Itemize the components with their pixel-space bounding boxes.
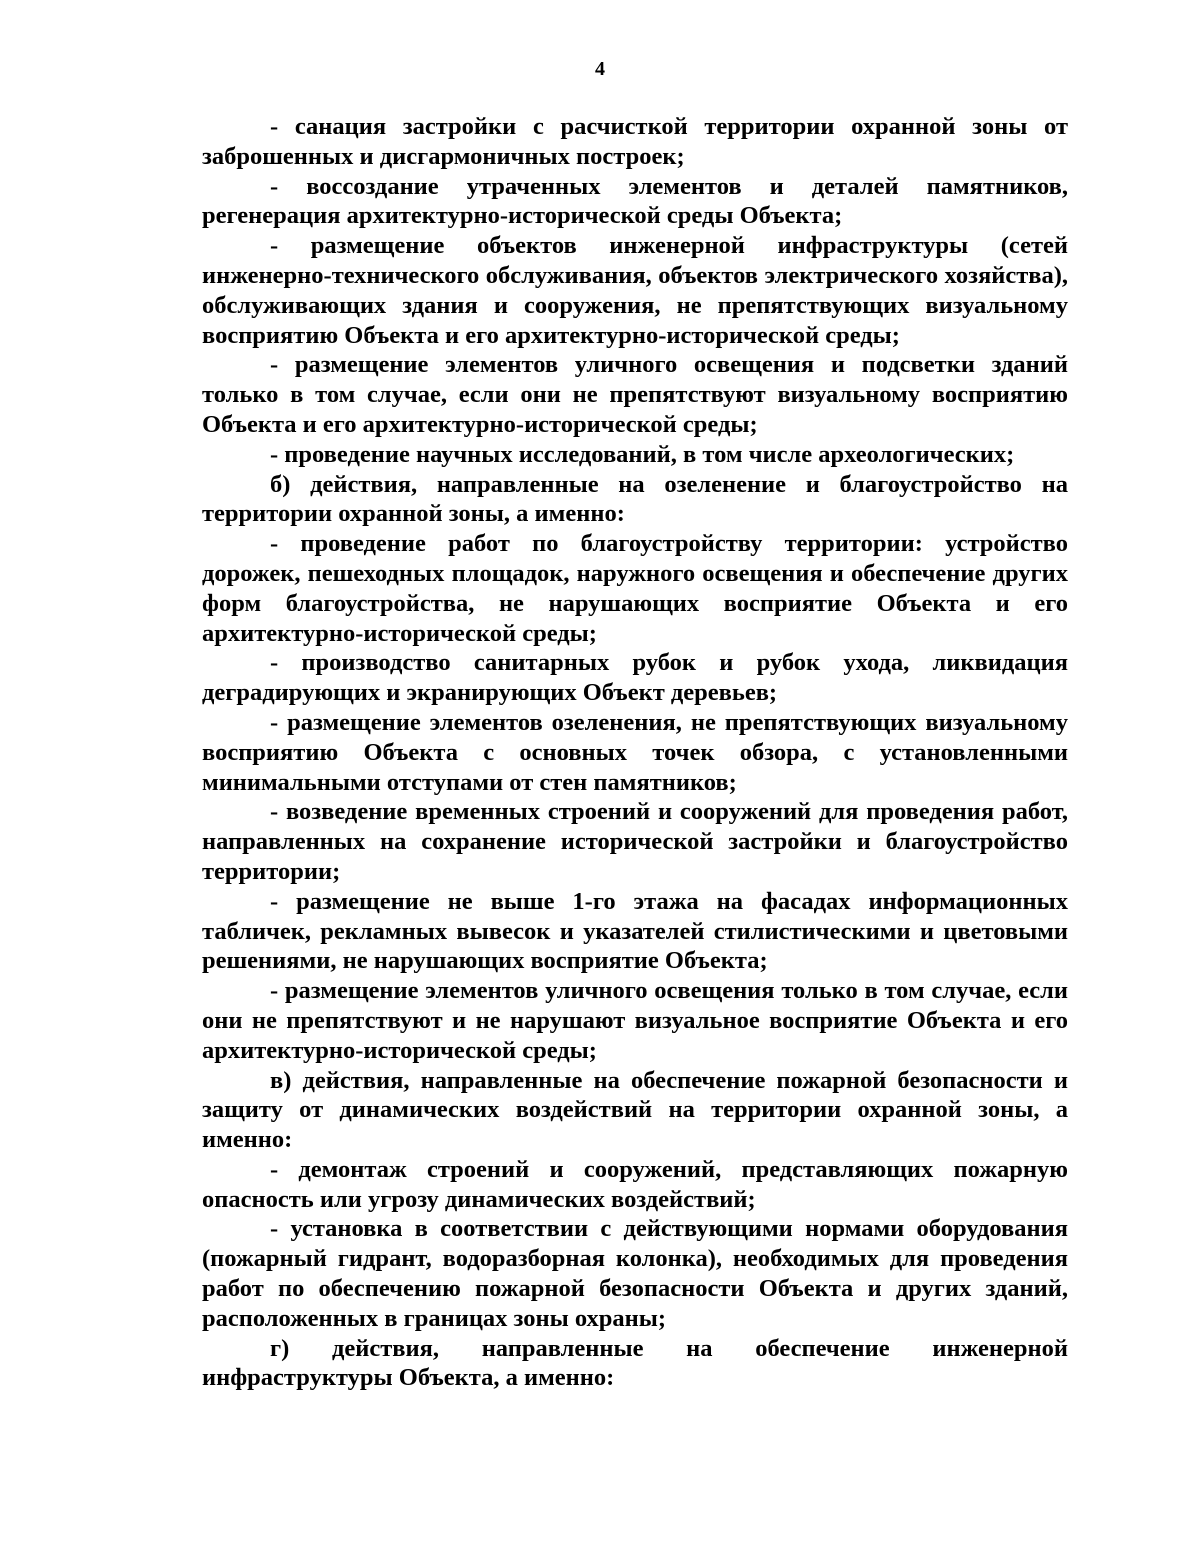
paragraph: - размещение не выше 1-го этажа на фасадах информационных табличек, рекламных вывесок и указателей стилистическими и цветовыми решениями, не нарушающих восприятие Объекта; <box>202 887 1068 975</box>
paragraph: г) действия, направленные на обеспечение инженерной инфраструктуры Объекта, а именно: <box>202 1334 1068 1392</box>
document-body <box>202 112 1068 1393</box>
paragraph: - проведение научных исследований, в том числе археологических; <box>270 440 1015 468</box>
paragraph: - воссоздание утраченных элементов и деталей памятников, регенерация архитектурно-исторической среды Объекта; <box>202 172 1068 230</box>
paragraph: - демонтаж строений и сооружений, представляющих пожарную опасность или угрозу динамических воздействий; <box>202 1155 1068 1213</box>
paragraph: - санация застройки с расчисткой территории охранной зоны от заброшенных и дисгармоничных построек; <box>202 113 1068 170</box>
paragraph: - размещение объектов инженерной инфраструктуры (сетей инженерно-технического обслуживания, объектов электрического хозяйства), обслуживающих здания и сооружения, не препятствующих визуальному восприятию Объекта и его архитектурно-исторической среды; <box>202 232 1068 349</box>
paragraph: б) действия, направленные на озеленение и благоустройство на территории охранной зоны, а именно: <box>202 470 1068 528</box>
page-number: 4 <box>595 58 605 80</box>
paragraph: - проведение работ по благоустройству территории: устройство дорожек, пешеходных площадок, наружного освещения и обеспечение других форм благоустройства, не нарушающих восприятие Объекта и его архитектурно-исторической среды; <box>202 530 1068 647</box>
paragraph: - размещение элементов уличного освещения только в том случае, если они не препятствуют и не нарушают визуальное восприятие Объекта и его архитектурно-исторической среды; <box>202 977 1068 1064</box>
paragraph: в) действия, направленные на обеспечение пожарной безопасности и защиту от динамических воздействий на территории охранной зоны, а именно: <box>202 1066 1068 1154</box>
paragraph: - возведение временных строений и сооружений для проведения работ, направленных на сохранение исторической застройки и благоустройство территории; <box>202 798 1068 885</box>
paragraph: - установка в соответствии с действующими нормами оборудования (пожарный гидрант, водоразборная колонка), необходимых для проведения работ по обеспечению пожарной безопасности Объекта и других зданий, расположенных в границах зоны охраны; <box>202 1215 1068 1332</box>
paragraph: - производство санитарных рубок и рубок ухода, ликвидация деградирующих и экранирующих Объект деревьев; <box>202 649 1068 707</box>
paragraph: - размещение элементов уличного освещения и подсветки зданий только в том случае, если они не препятствуют визуальному восприятию Объекта и его архитектурно-исторической среды; <box>202 351 1068 438</box>
paragraph: - размещение элементов озеленения, не препятствующих визуальному восприятию Объекта с основных точек обзора, с установленными минимальными отступами от стен памятников; <box>202 708 1068 796</box>
